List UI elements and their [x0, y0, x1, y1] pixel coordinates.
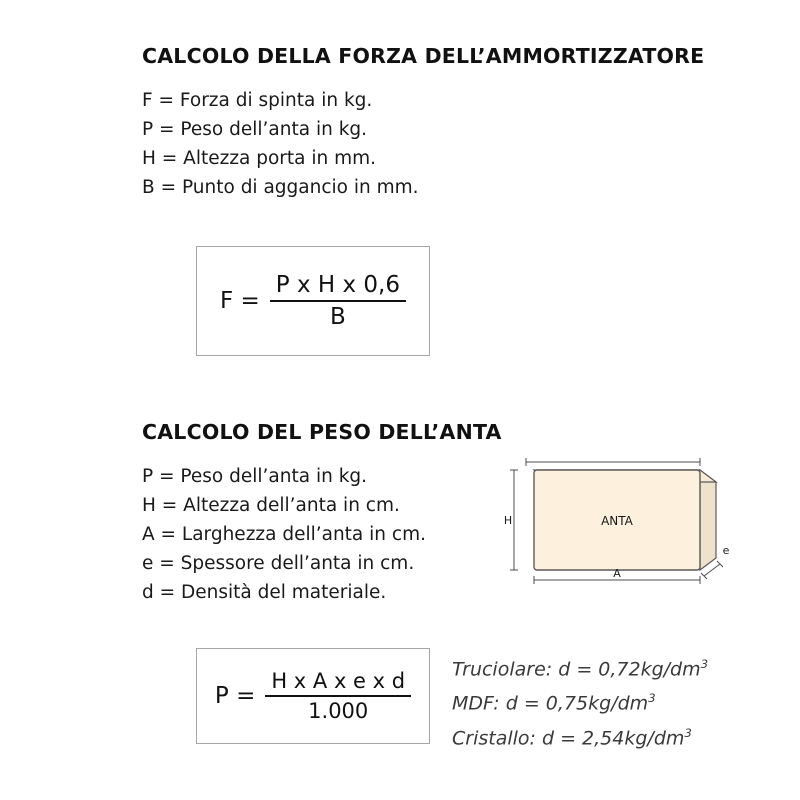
- panel-diagram: [500, 452, 780, 592]
- density-exponent: 3: [684, 725, 692, 740]
- density-material: Truciolare:: [452, 658, 553, 681]
- density-value: d = 2,54kg/dm: [541, 726, 685, 749]
- panel-label: ANTA: [601, 514, 633, 528]
- density-note-item: [452, 650, 708, 684]
- formula-box-forza: [196, 246, 430, 356]
- density-material: Cristallo:: [452, 726, 536, 749]
- formula-peso: [215, 669, 411, 723]
- dimension-label-width: A: [613, 567, 621, 580]
- density-value: d = 0,75kg/dm: [505, 692, 649, 715]
- density-material: MDF:: [452, 692, 500, 715]
- density-note-item: [452, 684, 708, 718]
- fraction-denominator: B: [330, 303, 346, 330]
- definition-item: H = Altezza porta in mm.: [142, 148, 377, 169]
- section-title-peso: CALCOLO DEL PESO DELL’ANTA: [142, 420, 502, 444]
- formula-lhs: P =: [214, 683, 256, 709]
- dimension-label-height: H: [503, 514, 513, 527]
- fraction: [270, 272, 406, 330]
- definitions-peso: [142, 462, 426, 607]
- fraction-numerator: P x H x 0,6: [275, 272, 401, 299]
- fraction-denominator: 1.000: [308, 698, 369, 723]
- fraction: [265, 669, 411, 723]
- definition-item: F = Forza di spinta in kg.: [142, 90, 373, 111]
- density-notes: [452, 650, 708, 753]
- definition-item: P = Peso dell’anta in kg.: [142, 119, 368, 140]
- definition-item: e = Spessore dell’anta in cm.: [142, 553, 415, 574]
- panel-side-face: [700, 470, 716, 570]
- formula-forza: [220, 272, 406, 330]
- density-exponent: 3: [700, 657, 709, 671]
- definitions-forza: [142, 86, 419, 202]
- density-exponent: 3: [648, 691, 656, 706]
- definition-item: B = Punto di aggancio in mm.: [142, 177, 419, 198]
- formula-box-peso: [196, 648, 430, 744]
- formula-lhs: F =: [219, 288, 260, 314]
- dimension-label-thickness: e: [722, 544, 730, 557]
- definition-item: A = Larghezza dell’anta in cm.: [142, 524, 426, 545]
- density-note-item: [452, 719, 708, 753]
- definition-item: d = Densità del materiale.: [142, 582, 387, 603]
- definition-item: H = Altezza dell’anta in cm.: [142, 495, 400, 516]
- fraction-numerator: H x A x e x d: [271, 669, 406, 694]
- definition-item: P = Peso dell’anta in kg.: [142, 466, 368, 487]
- density-value: d = 0,72kg/dm: [558, 658, 701, 681]
- section-title-forza: CALCOLO DELLA FORZA DELL’AMMORTIZZATORE: [142, 44, 705, 68]
